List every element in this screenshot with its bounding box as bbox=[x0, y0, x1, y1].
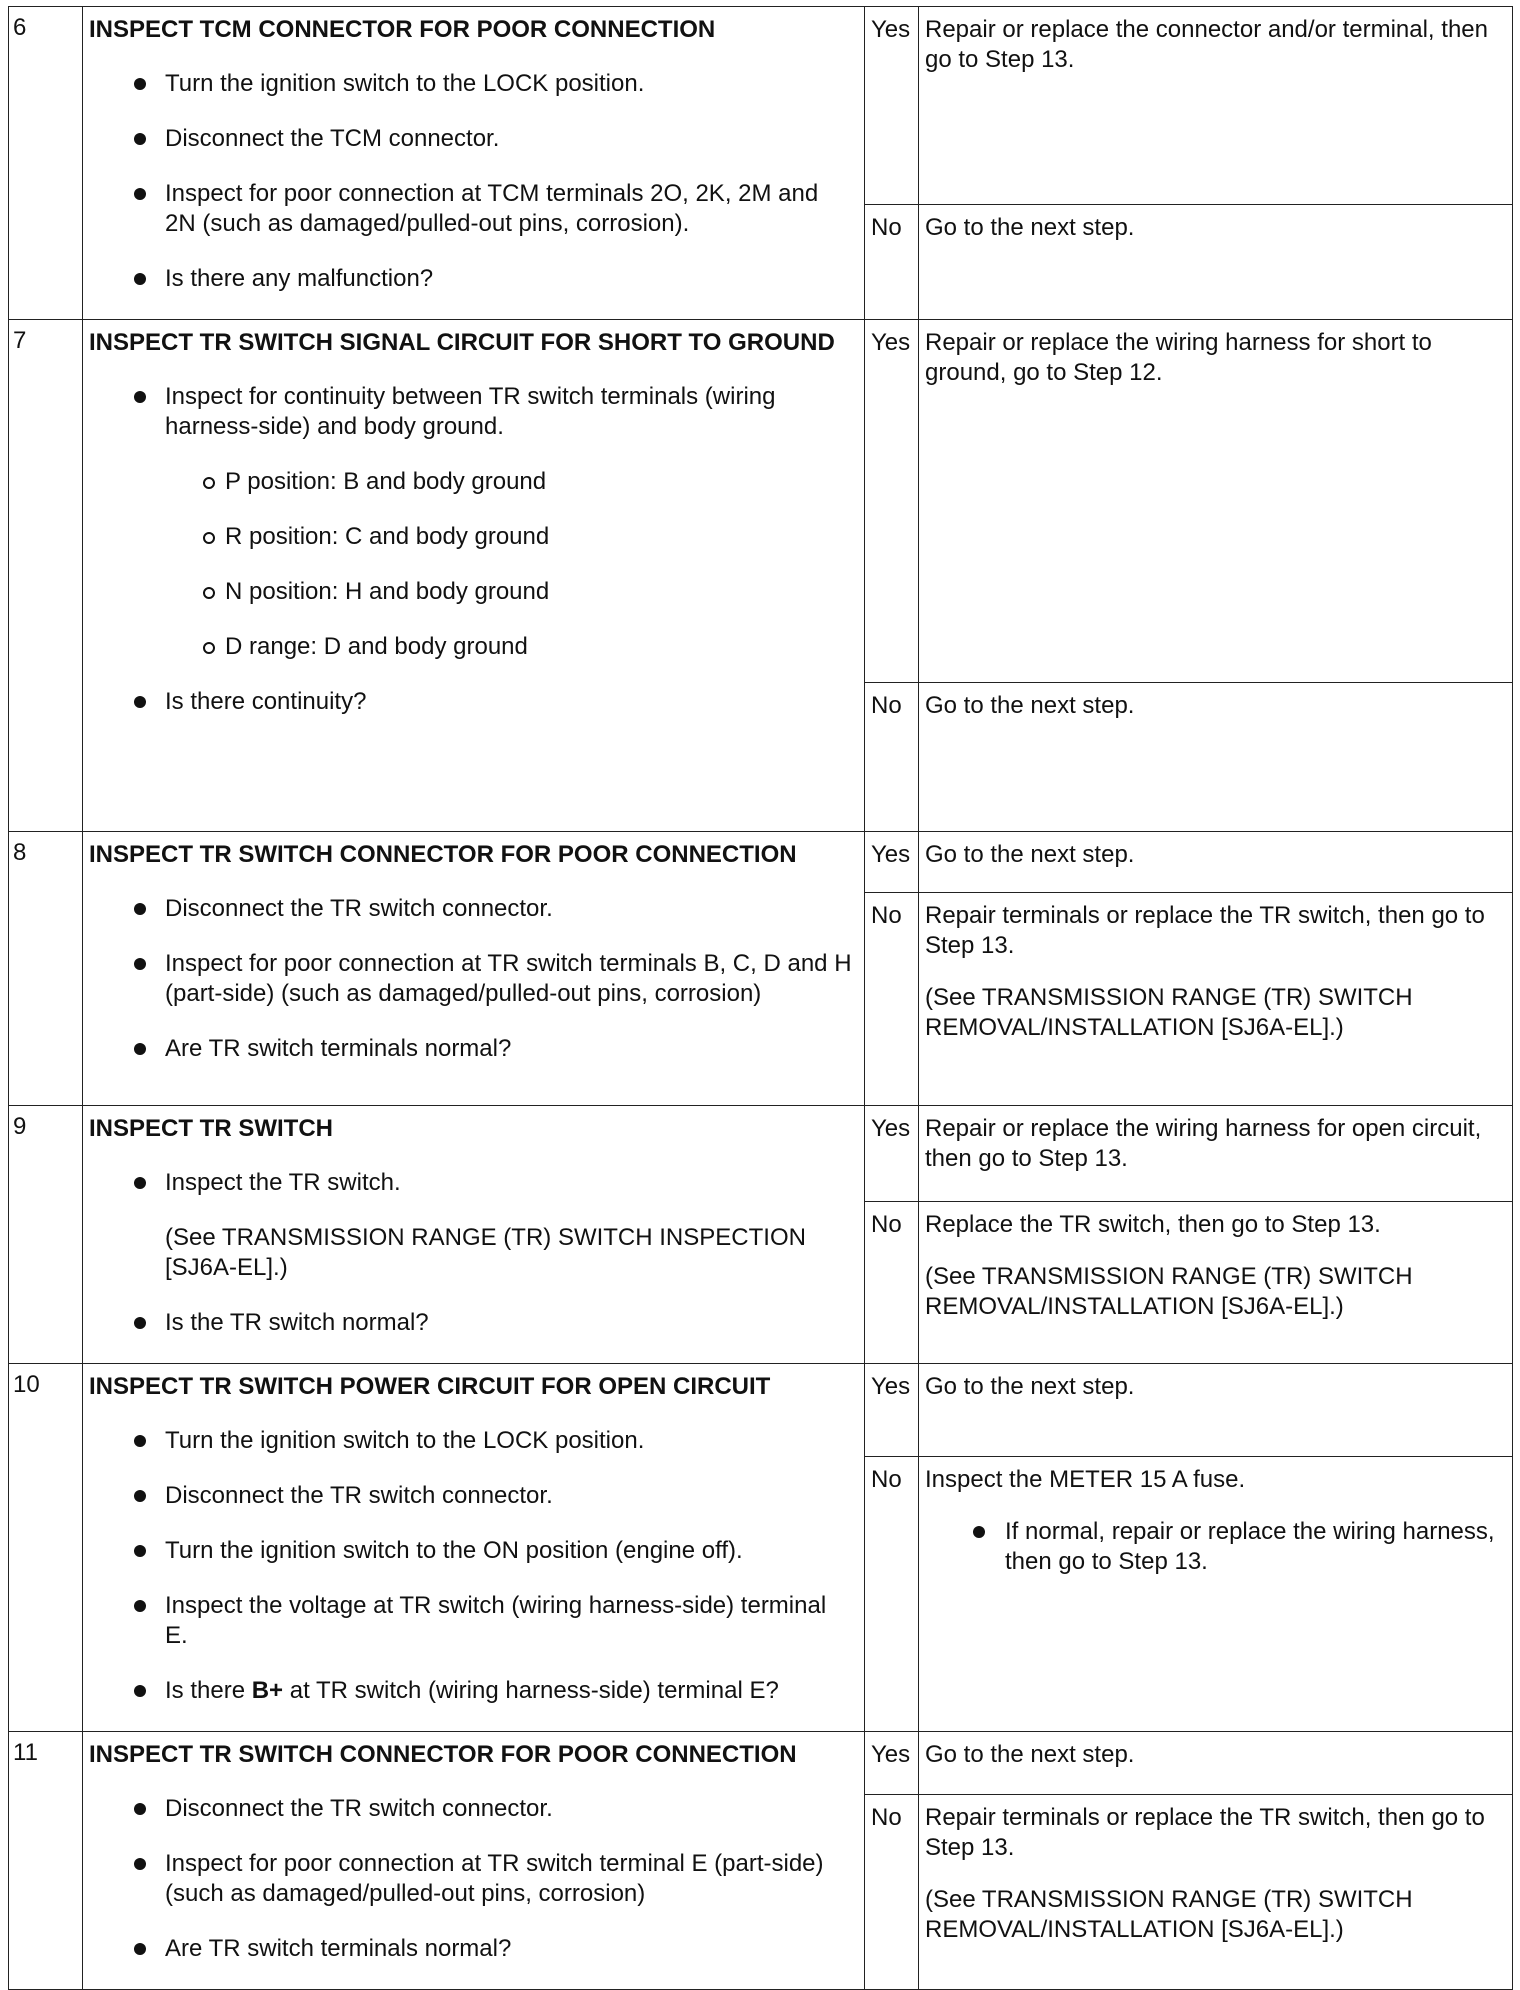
result-text: Go to the next step. bbox=[925, 841, 1135, 868]
no-result bbox=[919, 1456, 1513, 1731]
action-item: Inspect for poor connection at TR switch terminal E (part-side) (such as damaged/pulled-out pins, corrosion) bbox=[89, 1849, 854, 1909]
result-text: Repair or replace the connector and/or terminal, then go to Step 13. bbox=[925, 16, 1488, 73]
sub-action-list bbox=[89, 467, 854, 662]
yes-label: Yes bbox=[865, 1732, 919, 1795]
result-text: Go to the next step. bbox=[925, 214, 1135, 242]
sub-action-item: D range: D and body ground bbox=[165, 632, 854, 662]
action-item: Is the TR switch normal? bbox=[89, 1308, 854, 1338]
sub-action-item: P position: B and body ground bbox=[165, 467, 854, 497]
action-item: Turn the ignition switch to the LOCK position. bbox=[89, 69, 854, 99]
action-item: Disconnect the TR switch connector. bbox=[89, 894, 854, 924]
step-title: INSPECT TR SWITCH CONNECTOR FOR POOR CONNECTION bbox=[89, 841, 797, 868]
yes-label: Yes bbox=[865, 320, 919, 683]
b-plus-text: B+ bbox=[251, 1677, 284, 1704]
no-label: No bbox=[865, 893, 919, 1106]
step-title: INSPECT TR SWITCH CONNECTOR FOR POOR CONNECTION bbox=[89, 1741, 797, 1768]
result-text: Repair terminals or replace the TR switch, then go to Step 13. bbox=[925, 902, 1485, 959]
step-title: INSPECT TR SWITCH bbox=[89, 1115, 333, 1142]
step-title: INSPECT TR SWITCH POWER CIRCUIT FOR OPEN CIRCUIT bbox=[89, 1373, 771, 1400]
result-bullet: If normal, repair or replace the wiring harness, then go to Step 13. bbox=[925, 1517, 1504, 1577]
step-action-cell bbox=[83, 7, 865, 320]
action-item: Inspect for poor connection at TCM terminals 2O, 2K, 2M and 2N (such as damaged/pulled-out pins, corrosion). bbox=[89, 179, 854, 239]
action-list bbox=[89, 1168, 854, 1338]
action-item: Inspect for continuity between TR switch terminals (wiring harness-side) and body ground. bbox=[89, 382, 854, 442]
result-text: Go to the next step. bbox=[925, 1373, 1135, 1400]
result-text: Repair terminals or replace the TR switch, then go to Step 13. bbox=[925, 1804, 1485, 1862]
action-list bbox=[89, 687, 854, 717]
step-number: 9 bbox=[9, 1106, 83, 1364]
no-label: No bbox=[865, 1795, 919, 1990]
yes-label: Yes bbox=[865, 832, 919, 893]
action-item bbox=[89, 1676, 854, 1706]
result-note: (See TRANSMISSION RANGE (TR) SWITCH REMOVAL/INSTALLATION [SJ6A-EL].) bbox=[925, 1263, 1413, 1321]
result-bullet-list bbox=[925, 1517, 1504, 1577]
step-row-6-yes bbox=[9, 7, 1513, 205]
yes-result bbox=[919, 1106, 1513, 1202]
action-item: Is there any malfunction? bbox=[89, 264, 854, 294]
step-number: 11 bbox=[9, 1732, 83, 1990]
action-item: Inspect the TR switch. bbox=[89, 1168, 854, 1198]
yes-result bbox=[919, 1732, 1513, 1795]
sub-action-item: R position: C and body ground bbox=[165, 522, 854, 552]
action-item: Disconnect the TR switch connector. bbox=[89, 1481, 854, 1511]
no-result bbox=[919, 1202, 1513, 1364]
step-action-cell bbox=[83, 1732, 865, 1990]
action-item: Turn the ignition switch to the ON position (engine off). bbox=[89, 1536, 854, 1566]
action-list bbox=[89, 894, 854, 1064]
result-text: Inspect the METER 15 A fuse. bbox=[925, 1465, 1246, 1493]
no-label: No bbox=[865, 683, 919, 832]
diagnostic-table bbox=[8, 6, 1513, 1990]
result-text: Replace the TR switch, then go to Step 13. bbox=[925, 1211, 1381, 1239]
action-item: Inspect the voltage at TR switch (wiring harness-side) terminal E. bbox=[89, 1591, 854, 1651]
step-action-cell bbox=[83, 832, 865, 1106]
step-number: 8 bbox=[9, 832, 83, 1106]
result-text: Go to the next step. bbox=[925, 1741, 1135, 1768]
yes-result bbox=[919, 320, 1513, 683]
no-label: No bbox=[865, 1456, 919, 1731]
result-note: (See TRANSMISSION RANGE (TR) SWITCH REMOVAL/INSTALLATION [SJ6A-EL].) bbox=[925, 984, 1413, 1041]
action-text: at TR switch (wiring harness-side) terminal E? bbox=[283, 1677, 779, 1704]
action-item: Turn the ignition switch to the LOCK position. bbox=[89, 1426, 854, 1456]
step-title: INSPECT TR SWITCH SIGNAL CIRCUIT FOR SHORT TO GROUND bbox=[89, 329, 835, 356]
action-item: Disconnect the TR switch connector. bbox=[89, 1794, 854, 1824]
no-label: No bbox=[865, 1202, 919, 1364]
no-result bbox=[919, 893, 1513, 1106]
action-item: Disconnect the TCM connector. bbox=[89, 124, 854, 154]
action-list bbox=[89, 1794, 854, 1964]
yes-result bbox=[919, 7, 1513, 205]
no-result bbox=[919, 1795, 1513, 1990]
step-number: 7 bbox=[9, 320, 83, 832]
action-list bbox=[89, 69, 854, 294]
action-list bbox=[89, 382, 854, 442]
step-action-cell bbox=[83, 1106, 865, 1364]
step-row-10-yes bbox=[9, 1364, 1513, 1457]
action-item: Inspect for poor connection at TR switch terminals B, C, D and H (part-side) (such as damaged/pulled-out pins, corrosion) bbox=[89, 949, 854, 1009]
step-row-9-yes bbox=[9, 1106, 1513, 1202]
no-result bbox=[919, 205, 1513, 320]
yes-result bbox=[919, 832, 1513, 893]
yes-label: Yes bbox=[865, 7, 919, 205]
diagnostic-procedure-sheet bbox=[8, 6, 1512, 1962]
step-row-8-yes bbox=[9, 832, 1513, 893]
yes-label: Yes bbox=[865, 1106, 919, 1202]
step-number: 10 bbox=[9, 1364, 83, 1732]
result-text: Go to the next step. bbox=[925, 692, 1135, 719]
no-result bbox=[919, 683, 1513, 832]
step-title: INSPECT TCM CONNECTOR FOR POOR CONNECTION bbox=[89, 16, 716, 43]
step-action-cell bbox=[83, 320, 865, 832]
action-item: Are TR switch terminals normal? bbox=[89, 1934, 854, 1964]
step-number: 6 bbox=[9, 7, 83, 320]
result-note: (See TRANSMISSION RANGE (TR) SWITCH REMOVAL/INSTALLATION [SJ6A-EL].) bbox=[925, 1886, 1413, 1944]
action-list bbox=[89, 1426, 854, 1706]
action-item: Are TR switch terminals normal? bbox=[89, 1034, 854, 1064]
step-row-11-yes bbox=[9, 1732, 1513, 1795]
sub-action-item: N position: H and body ground bbox=[165, 577, 854, 607]
action-text: Is there bbox=[165, 1677, 252, 1704]
step-row-7-yes bbox=[9, 320, 1513, 683]
no-label: No bbox=[865, 205, 919, 320]
step-action-cell bbox=[83, 1364, 865, 1732]
yes-label: Yes bbox=[865, 1364, 919, 1457]
yes-result bbox=[919, 1364, 1513, 1457]
action-item: Is there continuity? bbox=[89, 687, 854, 717]
action-note: (See TRANSMISSION RANGE (TR) SWITCH INSPECTION [SJ6A-EL].) bbox=[165, 1224, 806, 1281]
result-text: Repair or replace the wiring harness for short to ground, go to Step 12. bbox=[925, 329, 1432, 386]
result-text: Repair or replace the wiring harness for open circuit, then go to Step 13. bbox=[925, 1115, 1482, 1172]
